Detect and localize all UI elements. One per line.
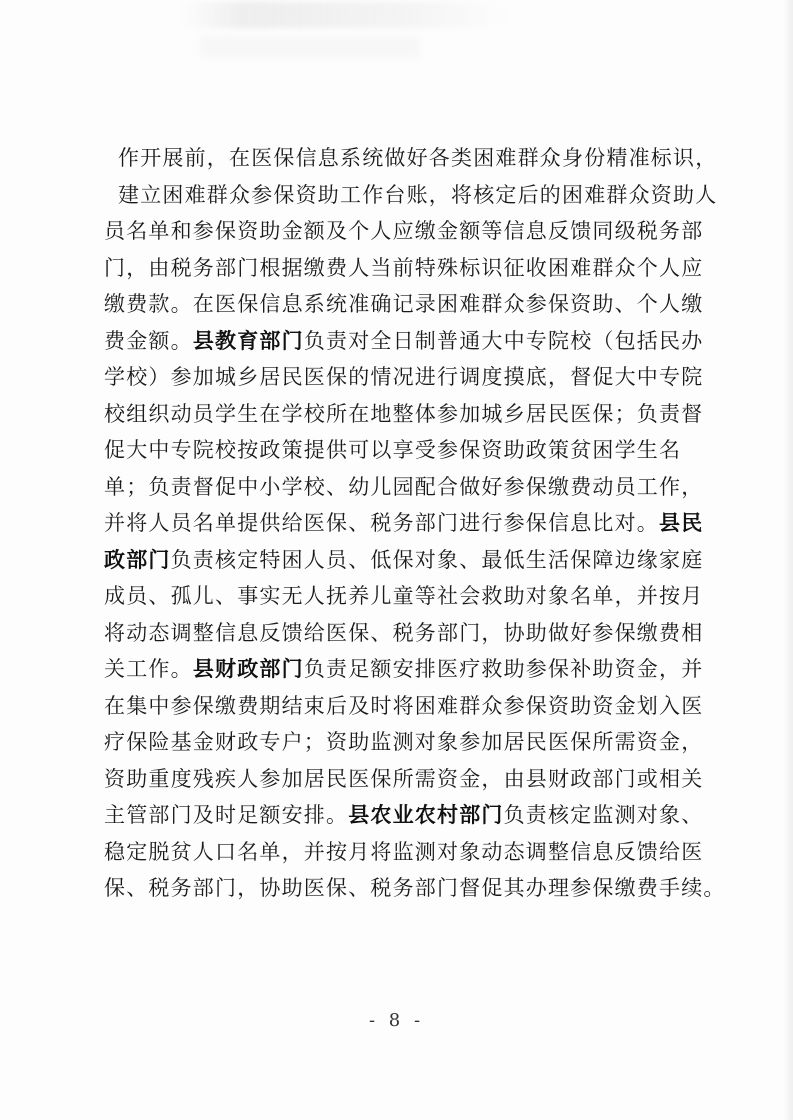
text-line bbox=[104, 432, 704, 469]
text-line bbox=[104, 761, 704, 798]
text-line bbox=[104, 797, 704, 834]
dept-heading-education: 县教育部门 bbox=[192, 328, 304, 353]
text-line bbox=[104, 140, 718, 177]
text-run: 稳定脱贫人口名单，并按月将监测对象动态调整信息反馈给医 bbox=[104, 839, 704, 864]
text-line bbox=[104, 578, 704, 615]
text-run: 疗保险基金财政专户；资助监测对象参加居民医保所需资金， bbox=[104, 730, 704, 754]
text-line bbox=[104, 469, 704, 506]
text-line bbox=[104, 651, 704, 688]
text-run: 资助重度残疾人参加居民医保所需资金，由县财政部门或相关 bbox=[104, 766, 704, 791]
text-line bbox=[104, 870, 726, 907]
text-run: 校组织动员学生在学校所在地整体参加城乡居民医保；负责督 bbox=[104, 401, 704, 426]
scan-artifact bbox=[200, 36, 420, 58]
text-run: 将动态调整信息反馈给医保、税务部门，协助做好参保缴费相 bbox=[104, 620, 704, 645]
text-run: 主管部门及时足额安排。 bbox=[104, 803, 349, 827]
scan-artifact bbox=[180, 2, 510, 28]
text-run: 在集中参保缴费期结束后及时将困难群众参保资助资金划入医 bbox=[104, 693, 704, 718]
text-run: 促大中专院校按政策提供可以享受参保资助政策贫困学生名 bbox=[104, 438, 682, 462]
text-line bbox=[104, 396, 704, 433]
dept-heading-civil-affairs: 县民 bbox=[659, 511, 704, 535]
text-line bbox=[104, 615, 704, 652]
text-run: 负责核定特困人员、低保对象、最低生活保障边缘家庭 bbox=[170, 547, 704, 572]
text-run: 门，由税务部门根据缴费人当前特殊标识征收困难群众个人应 bbox=[104, 255, 704, 280]
text-run: 费金额。 bbox=[104, 328, 193, 353]
dept-heading-agriculture: 县农业农村部门 bbox=[348, 803, 504, 827]
text-line bbox=[104, 177, 718, 214]
text-run: 员名单和参保资助金额及个人应缴金额等信息反馈同级税务部 bbox=[104, 219, 704, 243]
dept-heading-civil-affairs: 政部门 bbox=[104, 547, 171, 572]
text-run: 成员、孤儿、事实无人抚养儿童等社会救助对象名单，并按月 bbox=[104, 584, 704, 608]
scan-edge-shadow bbox=[783, 0, 793, 1120]
text-run: 负责对全日制普通大中专院校（包括民办 bbox=[303, 328, 704, 353]
text-run: 缴费款。在医保信息系统准确记录困难群众参保资助、个人缴 bbox=[104, 292, 704, 316]
text-line bbox=[104, 724, 704, 761]
text-run: 关工作。 bbox=[104, 657, 193, 681]
text-run: 负责足额安排医疗救助参保补助资金，并 bbox=[303, 657, 704, 681]
text-run: 保、税务部门，协助医保、税务部门督促其办理参保缴费手续。 bbox=[104, 876, 726, 900]
text-run: 负责核定监测对象、 bbox=[503, 803, 704, 827]
text-run: 并将人员名单提供给医保、税务部门进行参保信息比对。 bbox=[104, 511, 659, 535]
text-line bbox=[104, 688, 704, 725]
text-run: 建立困难群众参保资助工作台账，将核定后的困难群众资助人 bbox=[118, 182, 718, 207]
text-run: 作开展前，在医保信息系统做好各类困难群众身份精准标识， bbox=[118, 146, 718, 170]
text-line bbox=[104, 213, 704, 250]
text-run: 学校）参加城乡居民医保的情况进行调度摸底，督促大中专院 bbox=[104, 365, 704, 389]
text-line bbox=[104, 250, 704, 287]
text-run: 单；负责督促中小学校、幼儿园配合做好参保缴费动员工作， bbox=[104, 474, 704, 499]
text-line bbox=[104, 323, 704, 360]
text-line bbox=[104, 834, 704, 871]
body-paragraph bbox=[104, 140, 726, 907]
text-line bbox=[104, 505, 704, 542]
text-line bbox=[104, 286, 704, 323]
dept-heading-finance: 县财政部门 bbox=[192, 657, 304, 681]
text-line bbox=[104, 359, 704, 396]
text-line bbox=[104, 542, 704, 579]
page-number: - 8 - bbox=[368, 1010, 425, 1031]
